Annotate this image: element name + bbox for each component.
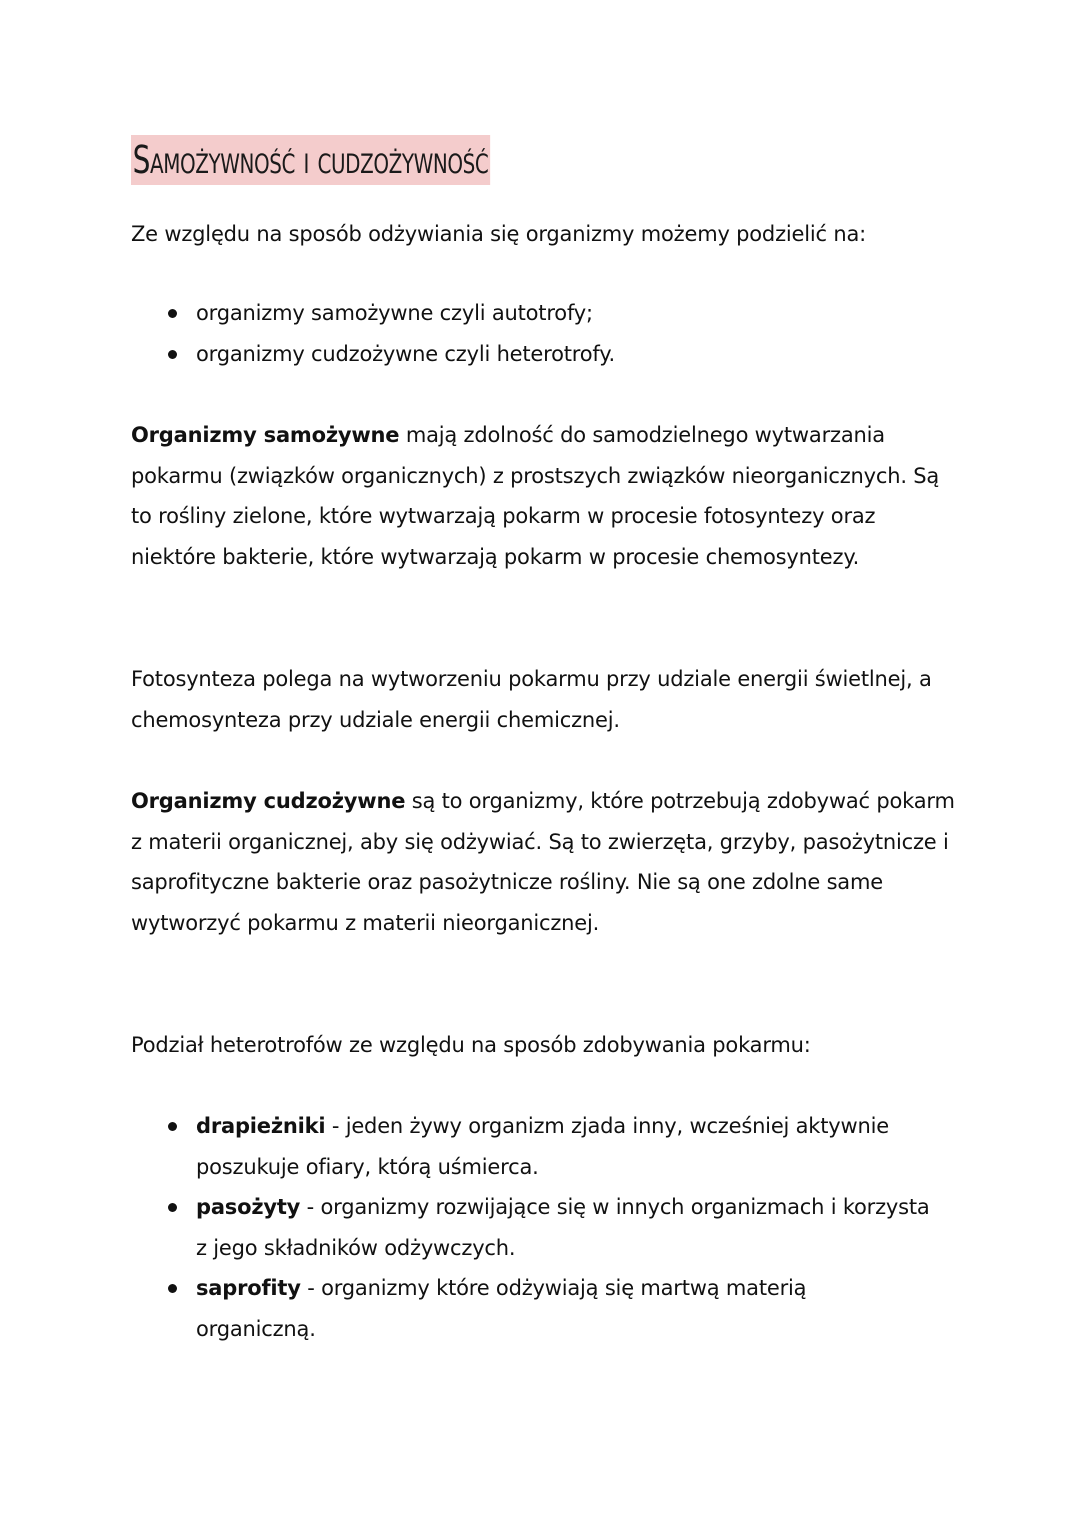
list-item-text: - jeden żywy organizm zjada inny, wcześniej aktywnie poszukuje ofiary, którą uśmierca.	[196, 1114, 889, 1179]
title-wrapper	[131, 135, 569, 185]
types-list	[131, 293, 961, 374]
autotrophs-text: mają zdolność do samodzielnego wytwarzania pokarmu (związków organicznych) z prostszych związków nieorganicznych. Są to rośliny zielone, które wytwarzają pokarm w procesie fotosyntezy oraz niektóre bakterie, które wytwarzają pokarm w procesie chemosyntezy.	[131, 423, 940, 569]
list-item	[131, 334, 961, 375]
heterotrophs-text: są to organizmy, które potrzebują zdobywać pokarm z materii organicznej, aby się odżywiać. Są to zwierzęta, grzyby, pasożytnicze i saprofityczne bakterie oraz pasożytnicze rośliny. Nie są one zdolne same wytworzyć pokarmu z materii nieorganicznej.	[131, 789, 955, 935]
heterotrophs-term: Organizmy cudzożywne	[131, 789, 406, 813]
list-item-term: pasożyty	[196, 1195, 301, 1219]
autotrophs-paragraph	[131, 415, 961, 577]
list-item-text: organizmy samożywne czyli autotrofy;	[196, 301, 593, 325]
division-list	[131, 1106, 931, 1349]
page-title: Samożywność i cudzożywność	[131, 135, 490, 185]
bullet-icon	[168, 1122, 177, 1131]
list-item-term: drapieżniki	[196, 1114, 326, 1138]
list-item-predators	[131, 1106, 931, 1187]
division-intro: Podział heterotrofów ze względu na sposób zdobywania pokarmu:	[131, 1033, 811, 1057]
list-item-term: saprofity	[196, 1276, 301, 1300]
list-item-text: organizmy cudzożywne czyli heterotrofy.	[196, 341, 615, 366]
list-item-text: - organizmy rozwijające się w innych organizmach i korzysta z jego składników odżywczych.	[196, 1195, 930, 1260]
bullet-icon	[168, 350, 177, 359]
bullet-icon	[168, 1284, 177, 1293]
bullet-icon	[168, 309, 177, 318]
intro-paragraph: Ze względu na sposób odżywiania się organizmy możemy podzielić na:	[131, 222, 866, 246]
list-item	[131, 293, 961, 334]
list-item-parasites	[131, 1187, 931, 1268]
list-item-text: - organizmy które odżywiają się martwą materią organiczną.	[196, 1276, 807, 1341]
photosynthesis-paragraph: Fotosynteza polega na wytworzeniu pokarmu przy udziale energii świetlnej, a chemosynteza przy udziale energii chemicznej.	[131, 667, 932, 732]
list-item-saprophytes	[131, 1268, 931, 1349]
autotrophs-term: Organizmy samożywne	[131, 423, 400, 447]
heterotrophs-paragraph	[131, 781, 961, 943]
bullet-icon	[168, 1203, 177, 1212]
